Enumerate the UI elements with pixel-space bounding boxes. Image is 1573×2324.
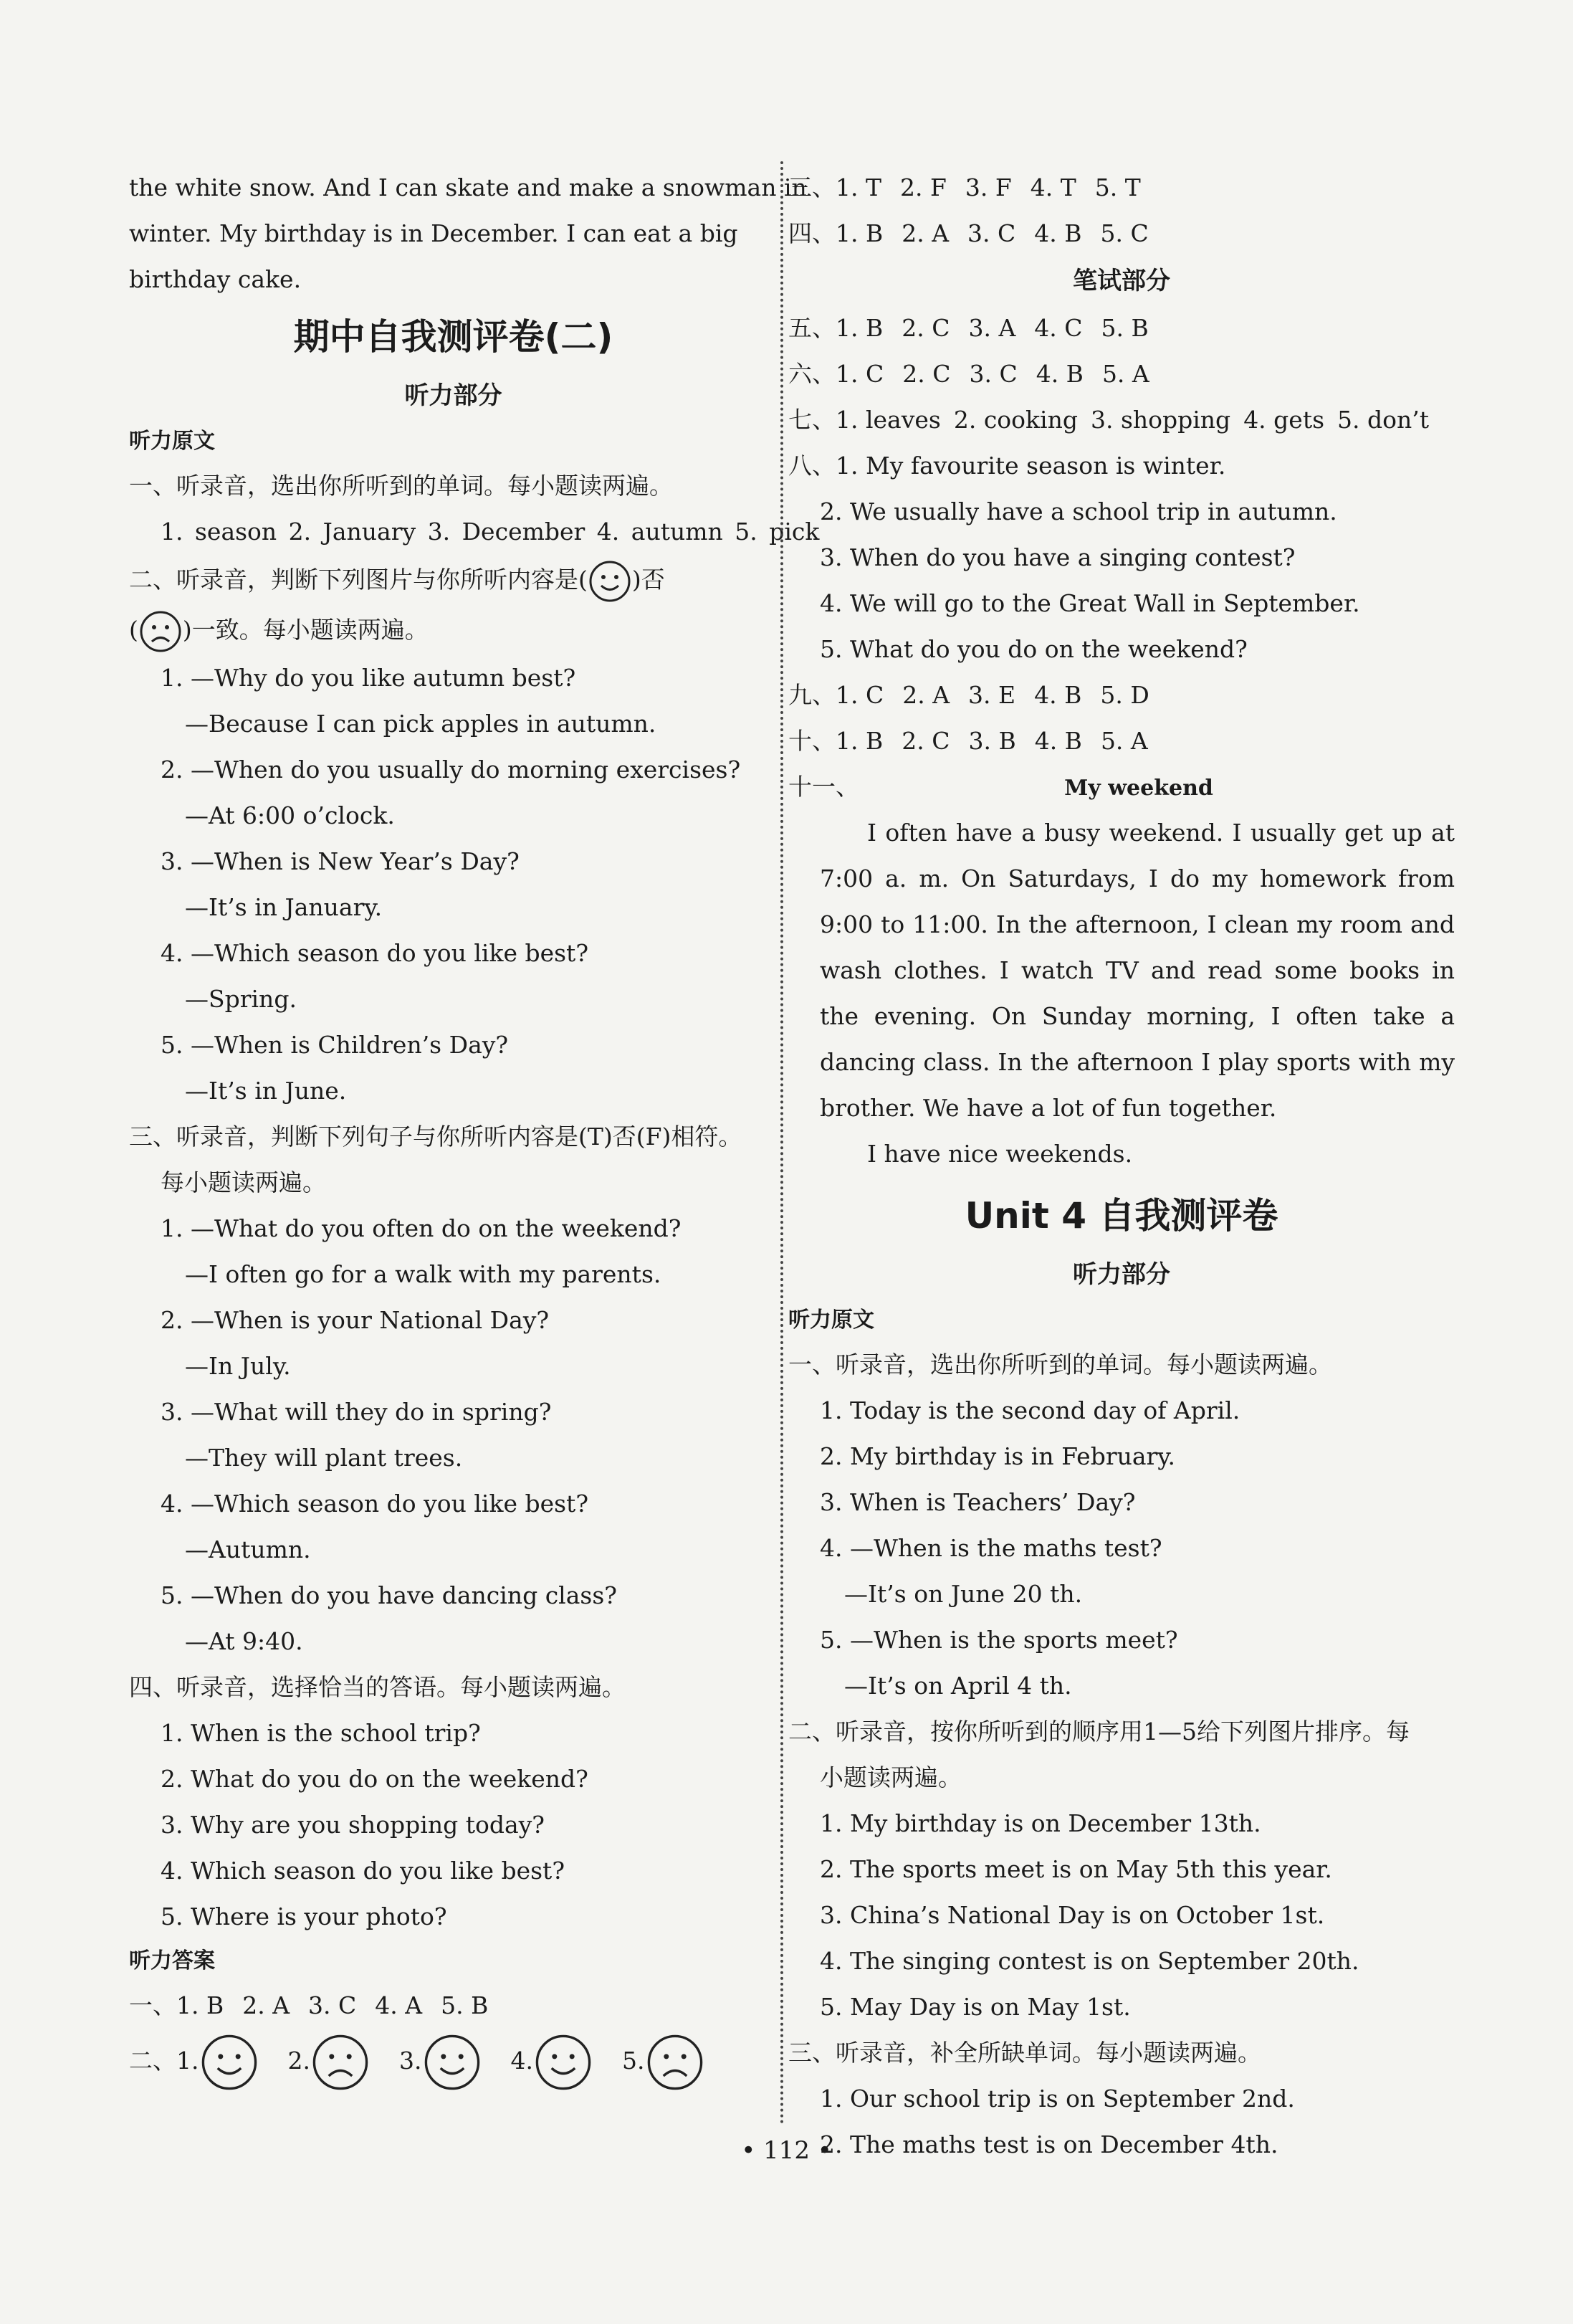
- face-answer-5: [622, 2047, 705, 2075]
- q3-item: 5. —When do you have dancing class?: [161, 1581, 617, 1609]
- essay-end: I have nice weekends.: [867, 1140, 1133, 1168]
- left-column: [129, 165, 820, 2093]
- answer: 2. A: [902, 219, 950, 247]
- answer: 3. B: [968, 727, 1016, 755]
- u-q1-item: 3. When is Teachers’ Day?: [820, 1488, 1136, 1516]
- column-divider: [780, 161, 783, 2125]
- u-q1-item: —It’s on April 4 th.: [844, 1672, 1072, 1700]
- answers-8-item: 3. When do you have a singing contest?: [820, 543, 1296, 571]
- intro-line: birthday cake.: [129, 265, 302, 293]
- q2-items: [129, 655, 778, 1114]
- u-q3-item: 1. Our school trip is on September 2nd.: [820, 2085, 1295, 2113]
- q4-items: [129, 1710, 778, 1940]
- answer: 5. D: [1100, 681, 1149, 709]
- q4-item: 4. Which season do you like best?: [161, 1857, 565, 1885]
- page-number: • 112 •: [741, 2136, 832, 2165]
- u-q1-item: 4. —When is the maths test?: [820, 1534, 1162, 1562]
- answer: 5. A: [1100, 727, 1148, 755]
- face-answer-3: [399, 2047, 482, 2075]
- q2-item: 3. —When is New Year’s Day?: [161, 847, 520, 875]
- u-q1-item: 5. —When is the sports meet?: [820, 1626, 1178, 1654]
- q3-heading-cont: 每小题读两遍。: [161, 1168, 326, 1196]
- answer: 七、1. leaves: [788, 406, 941, 434]
- q2-item: —At 6:00 o’clock.: [185, 801, 395, 829]
- answer: 4. B: [1034, 727, 1082, 755]
- u-q3-heading: 三、听录音，补全所缺单词。每小题读两遍。: [788, 2039, 1261, 2067]
- answers-8-item: 4. We will go to the Great Wall in September.: [820, 589, 1360, 617]
- script-label: 听力原文: [788, 1308, 874, 1333]
- q3-heading: 三、听录音，判断下列句子与你所听内容是(T)否(F)相符。: [129, 1123, 742, 1151]
- smiley-face-icon: [588, 559, 632, 604]
- answers-row-7: [788, 397, 1455, 443]
- answer: 4. A: [375, 1991, 423, 2019]
- answer-number: 2.: [287, 2047, 310, 2075]
- q2-heading-part: )否: [631, 566, 665, 594]
- answer: 2. A: [902, 681, 950, 709]
- unit-title: Unit 4 自我测评卷: [965, 1195, 1278, 1237]
- answer: 2. C: [902, 314, 950, 342]
- answer-prefix: 十一、: [788, 773, 859, 801]
- answer: 2. C: [902, 360, 951, 388]
- answer: 三、1. T: [788, 173, 881, 201]
- answer-number: 5.: [622, 2047, 645, 2075]
- answer: 一、1. B: [129, 1991, 224, 2019]
- answer: 3. A: [968, 314, 1016, 342]
- answer: 六、1. C: [788, 360, 884, 388]
- answer: 九、1. C: [788, 681, 884, 709]
- answer: 3. C: [308, 1991, 357, 2019]
- q2-heading-part: 二、听录音，判断下列图片与你所听内容是(: [129, 566, 588, 594]
- answers-row-3: [788, 165, 1455, 211]
- listening-heading: 听力部分: [1073, 1260, 1170, 1289]
- q3-items: [129, 1206, 778, 1665]
- face-answer-4: [511, 2047, 594, 2075]
- answer: 4. C: [1034, 314, 1083, 342]
- answer: 2. C: [902, 727, 950, 755]
- answer: 5. B: [1101, 314, 1149, 342]
- q3-item: —At 9:40.: [185, 1627, 303, 1655]
- answers-8-first: 八、1. My favourite season is winter.: [788, 452, 1226, 480]
- u-q2-heading-cont: 小题读两遍。: [820, 1763, 962, 1791]
- answers-label: 听力答案: [129, 1948, 215, 1973]
- answers-row-5: [788, 305, 1455, 351]
- u-q2-heading: 二、听录音，按你所听到的顺序用1—5给下列图片排序。每: [788, 1718, 1410, 1746]
- answer: 4. B: [1036, 360, 1084, 388]
- answers-8-item: 2. We usually have a school trip in autumn.: [820, 497, 1337, 525]
- answer-number: 1.: [176, 2047, 199, 2075]
- q2-heading: [129, 555, 778, 605]
- smiley-face-icon: [199, 2032, 259, 2092]
- answer: 五、1. B: [788, 314, 884, 342]
- q2-item: —Because I can pick apples in autumn.: [185, 710, 656, 738]
- answer-number: 4.: [510, 2047, 533, 2075]
- answer: 3. F: [965, 173, 1012, 201]
- answer: 3. C: [967, 219, 1016, 247]
- answers-row-1: [129, 1983, 778, 2029]
- sad-face-icon: [138, 609, 183, 654]
- answer: 3. C: [969, 360, 1018, 388]
- written-heading: 笔试部分: [1073, 267, 1170, 295]
- q4-item: 2. What do you do on the weekend?: [161, 1765, 588, 1793]
- u-q1-item: 2. My birthday is in February.: [820, 1442, 1176, 1470]
- q2-item: —It’s in June.: [185, 1077, 347, 1105]
- answer: 5. don’t: [1337, 406, 1429, 434]
- answers-row-6: [788, 351, 1455, 397]
- q3-item: 4. —Which season do you like best?: [161, 1490, 589, 1518]
- smiley-face-icon: [422, 2032, 482, 2092]
- u-q2-item: 2. The sports meet is on May 5th this year.: [820, 1855, 1332, 1883]
- answers-row-9: [788, 672, 1455, 718]
- answers-row-4: [788, 211, 1455, 257]
- answer: 四、1. B: [788, 219, 884, 247]
- q2-item: 1. —Why do you like autumn best?: [161, 664, 576, 692]
- intro-line: winter. My birthday is in December. I can eat a big: [129, 219, 738, 247]
- essay-title: My weekend: [1064, 776, 1213, 801]
- answer: 4. B: [1034, 219, 1082, 247]
- q2-heading-cont: [129, 605, 778, 655]
- sad-face-icon: [645, 2032, 705, 2092]
- u-q2-item: 5. May Day is on May 1st.: [820, 1993, 1131, 2021]
- answer: 4. B: [1034, 681, 1082, 709]
- q2-item: 4. —Which season do you like best?: [161, 939, 589, 967]
- answer: 4. T: [1030, 173, 1076, 201]
- intro-paragraph: [129, 165, 807, 303]
- u-q2-item: 3. China’s National Day is on October 1st.: [820, 1901, 1325, 1929]
- answers-11-row: [788, 764, 1455, 810]
- listening-heading: 听力部分: [404, 381, 502, 410]
- answer: 5. A: [1101, 360, 1149, 388]
- q4-item: 5. Where is your photo?: [161, 1902, 447, 1930]
- answer: 5. B: [441, 1991, 489, 2019]
- q2-heading-part: (: [129, 616, 138, 644]
- answer: 5. T: [1094, 173, 1141, 201]
- face-answer-2: [288, 2047, 371, 2075]
- answer-number: 3.: [399, 2047, 422, 2075]
- q4-item: 1. When is the school trip?: [161, 1719, 481, 1747]
- intro-line: the white snow. And I can skate and make a snowman in: [129, 173, 807, 201]
- u-q1-item: 1. Today is the second day of April.: [820, 1396, 1240, 1424]
- q1-items: 1. season 2. January 3. December 4. autumn 5. pick: [161, 518, 820, 546]
- test-title: 期中自我测评卷(二): [293, 316, 613, 358]
- smiley-face-icon: [533, 2032, 593, 2092]
- q3-item: —I often go for a walk with my parents.: [185, 1260, 661, 1288]
- q3-item: —They will plant trees.: [185, 1444, 463, 1472]
- answer: 2. cooking: [953, 406, 1078, 434]
- u-q2-item: 1. My birthday is on December 13th.: [820, 1809, 1261, 1837]
- q3-item: —In July.: [185, 1352, 291, 1380]
- essay-body: I often have a busy weekend. I usually get up at 7:00 a. m. On Saturdays, I do my homework from 9:00 to 11:00. In the afternoon, I clean my room and wash clothes. I watch TV and read some books in the evening. On Sunday morning, I often take a dancing class. In the afternoon I play sports with my brother. We have a lot of fun together.: [820, 819, 1455, 1122]
- u-q1-heading: 一、听录音，选出你所听到的单词。每小题读两遍。: [788, 1351, 1332, 1378]
- answer: 3. shopping: [1090, 406, 1231, 434]
- q4-heading: 四、听录音，选择恰当的答语。每小题读两遍。: [129, 1673, 626, 1701]
- answer: 4. gets: [1243, 406, 1325, 434]
- u-q2-item: 4. The singing contest is on September 20th.: [820, 1947, 1359, 1975]
- q3-item: 2. —When is your National Day?: [161, 1306, 550, 1334]
- q2-item: —Spring.: [185, 985, 297, 1013]
- q2-item: 5. —When is Children’s Day?: [161, 1031, 509, 1059]
- right-column: [788, 165, 1455, 2168]
- answers-8-item: 5. What do you do on the weekend?: [820, 635, 1248, 663]
- q3-item: 1. —What do you often do on the weekend?: [161, 1214, 682, 1242]
- answer: 3. E: [968, 681, 1016, 709]
- q3-item: —Autumn.: [185, 1535, 311, 1563]
- q2-item: —It’s in January.: [185, 893, 383, 921]
- q2-item: 2. —When do you usually do morning exercises?: [161, 756, 741, 784]
- face-answer-1: [176, 2047, 259, 2075]
- q1-heading: 一、听录音，选出你所听到的单词。每小题读两遍。: [129, 472, 673, 500]
- q4-item: 3. Why are you shopping today?: [161, 1811, 545, 1839]
- q3-item: 3. —What will they do in spring?: [161, 1398, 552, 1426]
- script-label: 听力原文: [129, 429, 215, 454]
- answer-prefix: 二、: [129, 2047, 176, 2075]
- answers-row-10: [788, 718, 1455, 764]
- q2-heading-part: )一致。每小题读两遍。: [182, 616, 429, 644]
- u-q3-item: 2. The maths test is on December 4th.: [820, 2130, 1278, 2158]
- answer: 十、1. B: [788, 727, 884, 755]
- answer: 5. C: [1100, 219, 1149, 247]
- answers-row-2: [129, 2029, 778, 2093]
- answer: 2. A: [242, 1991, 290, 2019]
- answer: 2. F: [900, 173, 947, 201]
- u-q1-item: —It’s on June 20 th.: [844, 1580, 1083, 1608]
- sad-face-icon: [310, 2032, 370, 2092]
